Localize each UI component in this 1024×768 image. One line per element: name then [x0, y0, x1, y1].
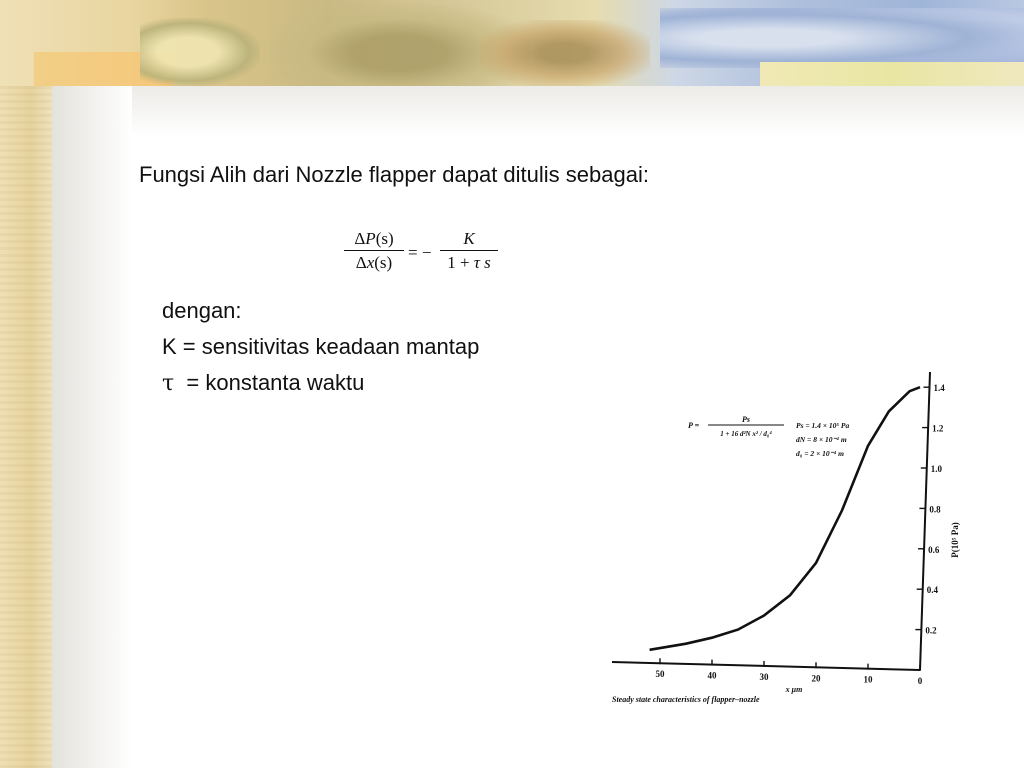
banner-leaf-image	[140, 18, 260, 86]
chart-y-tick-label: 1.0	[930, 464, 943, 474]
chart-parameter: Ps = 1.4 × 10⁵ Pa	[796, 421, 850, 430]
formula-equals-minus: = −	[408, 243, 432, 262]
chart-x-tick-label: 50	[655, 669, 665, 680]
delta-symbol: Δ	[354, 229, 366, 248]
notes-intro: dengan:	[162, 298, 242, 323]
chart-y-axis-label: P(10⁵ Pa)	[950, 522, 960, 558]
formula-rhs-fraction	[440, 228, 498, 273]
arg-s: (s)	[375, 229, 394, 248]
left-decorative-strip	[0, 0, 52, 768]
chart-x-tick-label: 20	[811, 673, 821, 684]
banner-blue-image	[660, 8, 1024, 68]
flapper-nozzle-chart	[604, 368, 984, 708]
var-x: x	[366, 253, 375, 272]
chart-equation-numerator: Ps	[742, 415, 750, 424]
var-tau: τ	[473, 253, 480, 272]
chart-y-tick-label: 1.2	[932, 423, 944, 434]
formula-lhs-denominator	[344, 251, 404, 273]
delta-symbol: Δ	[355, 253, 367, 272]
chart-y-tick-label: 0.8	[929, 504, 941, 515]
formula-lhs-numerator	[344, 228, 404, 250]
slide-heading: Fungsi Alih dari Nozzle flapper dapat ditulis sebagai:	[139, 162, 649, 187]
chart-x-tick-label: 0	[917, 676, 923, 686]
chart-y-tick-label: 0.2	[925, 625, 937, 636]
notes-tau-definition	[162, 370, 364, 396]
top-banner	[0, 0, 1024, 86]
chart-equation-lhs: P =	[688, 421, 700, 430]
arg-s: (s)	[374, 253, 393, 272]
left-shadow	[52, 86, 132, 768]
var-s: s	[484, 253, 491, 272]
chart-equation-denominator: 1 + 16 d²N x² / d₀⁴	[720, 430, 772, 438]
chart-x-tick-label: 10	[863, 674, 873, 685]
banner-yellow-band	[760, 62, 1024, 86]
tau-definition-text: = konstanta waktu	[186, 370, 365, 395]
chart-x-tick-label: 40	[707, 670, 717, 681]
chart-parameter: dN = 8 × 10⁻⁴ m	[796, 435, 847, 444]
chart-y-tick-label: 0.4	[926, 585, 938, 596]
formula-rhs-numerator	[440, 228, 498, 250]
chart-x-tick-label: 30	[759, 671, 769, 682]
banner-leaf-image	[480, 20, 650, 86]
chart-svg	[604, 368, 984, 708]
formula-lhs-fraction	[344, 228, 404, 273]
notes-k-definition: K = sensitivitas keadaan mantap	[162, 334, 480, 359]
chart-caption: Steady state characteristics of flapper–nozzle	[612, 695, 760, 704]
chart-y-tick-label: 0.6	[928, 544, 940, 555]
var-p: P	[365, 229, 376, 248]
chart-parameter: d₀ = 2 × 10⁻⁴ m	[796, 449, 844, 458]
transfer-function-formula	[344, 226, 504, 286]
formula-rhs-denominator	[440, 251, 498, 273]
top-shadow	[52, 86, 1024, 136]
tau-symbol: τ	[162, 371, 175, 396]
den-one-plus: 1 +	[447, 253, 474, 272]
chart-x-axis-label: x μm	[785, 685, 803, 694]
chart-y-tick-label: 1.4	[933, 383, 945, 394]
var-k: K	[463, 229, 475, 248]
